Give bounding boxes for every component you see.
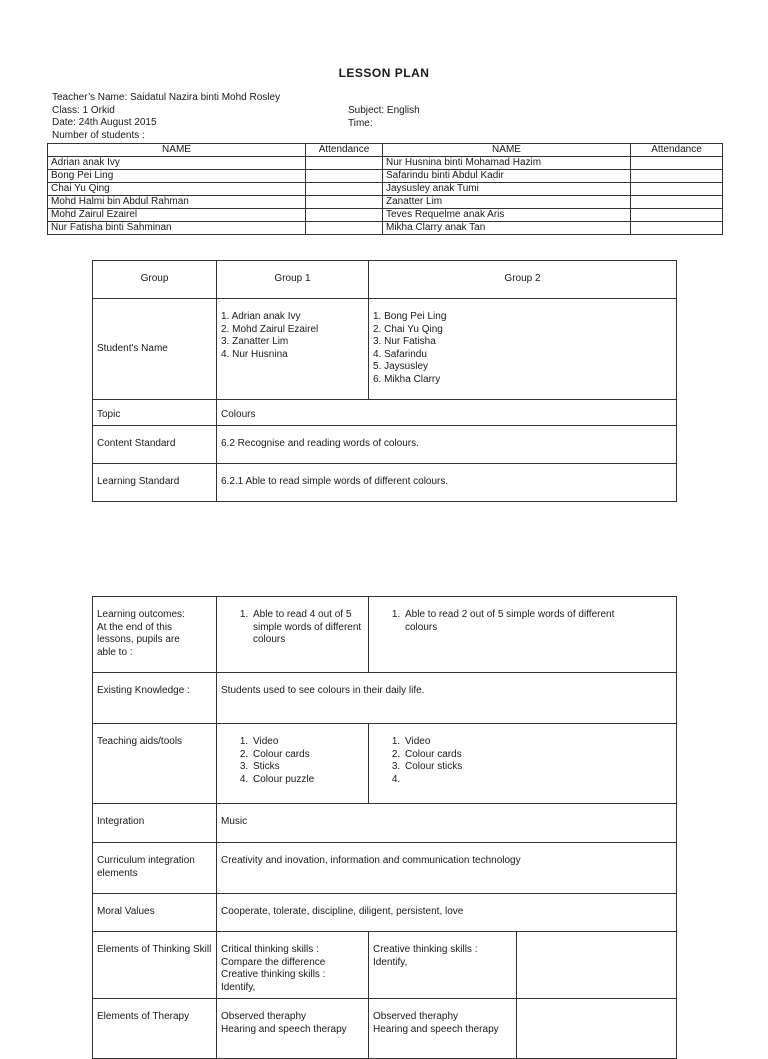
learning-standard-value: 6.2.1 Able to read simple words of different colours. — [217, 464, 677, 502]
student-name: Zanatter Lim — [383, 196, 631, 209]
list-item: 2. Colour cards — [251, 749, 364, 762]
list-item: 2. Mohd Zairul Ezairel — [221, 323, 319, 335]
attendance-cell — [306, 209, 383, 222]
attendance-cell — [631, 183, 723, 196]
topic-label: Topic — [93, 400, 217, 426]
learning-outcomes-label — [93, 597, 217, 673]
label-line: lessons, pupils are — [97, 634, 180, 645]
moral-values-row — [93, 894, 677, 932]
group-2-students — [369, 299, 677, 400]
table-row — [48, 157, 723, 170]
label-line: able to : — [97, 646, 133, 658]
group-1-therapy — [217, 999, 369, 1059]
header-left — [52, 92, 280, 142]
list-item: 3. Zanatter Lim — [221, 336, 289, 347]
list-item: 3. Sticks — [251, 761, 364, 774]
thinking-line: Creative thinking skills : — [373, 944, 478, 955]
attendance-table — [47, 143, 723, 235]
list-item: 4. Safarindu — [373, 348, 427, 360]
learning-standard-label: Learning Standard — [93, 464, 217, 502]
attendance-cell — [306, 157, 383, 170]
moral-values-label: Moral Values — [93, 894, 217, 932]
thinking-line: Compare the difference — [221, 956, 326, 968]
class-name: Class: 1 Orkid — [52, 104, 115, 116]
content-standard-label: Content Standard — [93, 426, 217, 464]
student-name: Nur Fatisha binti Sahminan — [48, 222, 306, 235]
group-1-header: Group 1 — [217, 261, 369, 299]
therapy-line: Hearing and speech therapy — [373, 1023, 499, 1035]
number-of-students: Number of students : — [52, 129, 145, 141]
list-item: 6. Mikha Clarry — [373, 373, 441, 385]
students-label: Student's Name — [93, 299, 217, 400]
list-item: 1. Bong Pei Ling — [373, 311, 447, 322]
group-header-label: Group — [93, 261, 217, 299]
attendance-cell — [631, 222, 723, 235]
attendance-cell — [306, 196, 383, 209]
list-item — [403, 774, 672, 787]
list-item: 5. Jaysusley — [373, 361, 429, 372]
label-line: Learning outcomes: — [97, 609, 185, 620]
curriculum-integration-row — [93, 843, 677, 894]
topic-row — [93, 400, 677, 426]
student-name: Mohd Zairul Ezairel — [48, 209, 306, 222]
group-table — [92, 260, 677, 502]
learning-outcomes-row — [93, 597, 677, 673]
list-item: 1. Able to read 4 out of 5 simple words of different colours — [251, 609, 364, 647]
student-name: Teves Requelme anak Aris — [383, 209, 631, 222]
table-row — [48, 170, 723, 183]
table-row — [48, 209, 723, 222]
therapy-line: Observed theraphy — [221, 1011, 307, 1022]
student-name: Chai Yu Qing — [48, 183, 306, 196]
list-item: 1. Able to read 2 out of 5 simple words of different colours — [403, 609, 632, 634]
column-header-name: NAME — [48, 144, 306, 157]
list-item: 4. Colour puzzle — [251, 774, 364, 787]
table-row — [48, 196, 723, 209]
page-title: LESSON PLAN — [338, 66, 430, 80]
learning-standard-row — [93, 464, 677, 502]
student-name: Safarindu binti Abdul Kadir — [383, 170, 631, 183]
header-right — [348, 105, 420, 130]
topic-value: Colours — [217, 400, 677, 426]
list-item: 1. Adrian anak Ivy — [221, 311, 301, 322]
attendance-cell — [631, 196, 723, 209]
subject: Subject: English — [348, 105, 420, 116]
attendance-cell — [306, 222, 383, 235]
time: Time: — [348, 117, 373, 129]
teaching-aids-label: Teaching aids/tools — [93, 724, 217, 804]
group-header-row — [93, 261, 677, 299]
curriculum-integration-value: Creativity and inovation, information and communication technology — [217, 843, 677, 894]
student-name: Nur Husnina binti Mohamad Hazim — [383, 157, 631, 170]
group-2-thinking — [369, 932, 517, 999]
content-standard-value: 6.2 Recognise and reading words of colours. — [217, 426, 677, 464]
column-header-name: NAME — [383, 144, 631, 157]
plan-table — [92, 596, 677, 1059]
list-item: 2. Colour cards — [403, 749, 672, 762]
integration-value: Music — [217, 804, 677, 843]
attendance-header-row — [48, 144, 723, 157]
curriculum-integration-label: Curriculum integration elements — [93, 843, 217, 894]
student-name: Adrian anak Ivy — [48, 157, 306, 170]
therapy-label: Elements of Therapy — [93, 999, 217, 1059]
group-2-outcome — [369, 597, 677, 673]
existing-knowledge-label: Existing Knowledge : — [93, 673, 217, 724]
group-2-therapy — [369, 999, 517, 1059]
existing-knowledge-value: Students used to see colours in their daily life. — [217, 673, 677, 724]
integration-row — [93, 804, 677, 843]
content-standard-row — [93, 426, 677, 464]
thinking-line: Identify, — [373, 956, 408, 968]
group-1-aids — [217, 724, 369, 804]
lesson-date: Date: 24th August 2015 — [52, 117, 157, 128]
student-name: Mikha Clarry anak Tan — [383, 222, 631, 235]
attendance-cell — [631, 157, 723, 170]
student-name: Jaysusley anak Tumi — [383, 183, 631, 196]
list-item: 3. Colour sticks — [403, 761, 672, 774]
integration-label: Integration — [93, 804, 217, 843]
list-item: 1. Video — [403, 736, 672, 749]
thinking-line: Creative thinking skills : — [221, 969, 326, 980]
list-item: 2. Chai Yu Qing — [373, 323, 443, 335]
attendance-cell — [306, 183, 383, 196]
group-2-header: Group 2 — [369, 261, 677, 299]
student-name: Bong Pei Ling — [48, 170, 306, 183]
empty-cell — [517, 999, 677, 1059]
group-1-students — [217, 299, 369, 400]
teaching-aids-row — [93, 724, 677, 804]
therapy-line: Hearing and speech therapy — [221, 1023, 347, 1035]
label-line: At the end of this — [97, 621, 173, 633]
table-row — [48, 183, 723, 196]
group-2-aids — [369, 724, 677, 804]
moral-values-value: Cooperate, tolerate, discipline, diligent, persistent, love — [217, 894, 677, 932]
column-header-attendance: Attendance — [631, 144, 723, 157]
student-name: Mohd Halmi bin Abdul Rahman — [48, 196, 306, 209]
list-item: 1. Video — [251, 736, 364, 749]
thinking-skill-label: Elements of Thinking Skill — [93, 932, 217, 999]
attendance-cell — [631, 209, 723, 222]
teacher-name: Teacher’s Name: Saidatul Nazira binti Mohd Rosley — [52, 92, 281, 103]
therapy-line: Observed theraphy — [373, 1011, 459, 1022]
thinking-skill-row — [93, 932, 677, 999]
empty-cell — [517, 932, 677, 999]
group-1-outcome — [217, 597, 369, 673]
list-item: 4. Nur Husnina — [221, 348, 288, 360]
thinking-line: Critical thinking skills : — [221, 944, 319, 955]
list-item: 3. Nur Fatisha — [373, 336, 436, 347]
existing-knowledge-row — [93, 673, 677, 724]
attendance-cell — [631, 170, 723, 183]
column-header-attendance: Attendance — [306, 144, 383, 157]
students-row — [93, 299, 677, 400]
table-row — [48, 222, 723, 235]
therapy-row — [93, 999, 677, 1059]
thinking-line: Identify, — [221, 981, 256, 993]
group-1-thinking — [217, 932, 369, 999]
attendance-cell — [306, 170, 383, 183]
